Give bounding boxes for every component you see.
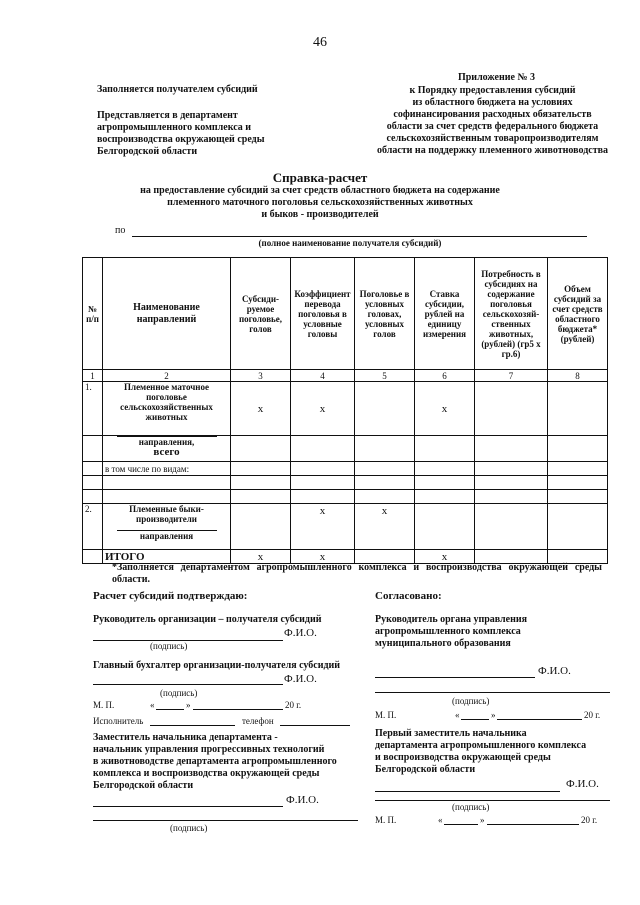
- recipient-caption: (полное наименование получателя субсидий): [258, 238, 442, 248]
- table-cell: [291, 476, 355, 490]
- column-number: 6: [415, 370, 475, 382]
- table-cell: [548, 462, 608, 476]
- table-row: [83, 462, 608, 476]
- table-cell: [291, 490, 355, 504]
- table-cell: [355, 490, 415, 504]
- phone-line: [280, 725, 350, 726]
- header-cell: Объем субсидий за счет средств областного бюджета* (рублей): [548, 258, 608, 370]
- table-cell: [475, 490, 548, 504]
- confirm-title: Расчет субсидий подтверждаю:: [93, 590, 248, 602]
- table-cell: [548, 490, 608, 504]
- cell-x: х: [231, 382, 291, 436]
- table-cell: [475, 504, 548, 550]
- column-number: 1: [83, 370, 103, 382]
- row-direction-total: [103, 436, 231, 462]
- table-cell: [231, 476, 291, 490]
- fio-label: Ф.И.О.: [566, 778, 599, 790]
- date-year: 20 г.: [584, 710, 601, 720]
- date-month-line: [497, 719, 582, 720]
- header-cell: № п/п: [83, 258, 103, 370]
- doc-subtitle-line: племенного маточного поголовья сельскохозяйственных животных: [167, 197, 473, 208]
- column-number: 3: [231, 370, 291, 382]
- sign-line: [93, 820, 358, 821]
- table-cell: [231, 436, 291, 462]
- table-cell: [415, 436, 475, 462]
- submitted-line: агропромышленного комплекса и: [97, 122, 252, 133]
- column-number: 2: [103, 370, 231, 382]
- cell-x: х: [355, 504, 415, 550]
- direction-label: направления,: [138, 437, 195, 447]
- column-number-row: [83, 370, 608, 382]
- itogo-label: ИТОГО: [103, 550, 231, 564]
- deputy-line: Белгородской области: [93, 780, 194, 791]
- signature-caption: (подпись): [452, 802, 490, 812]
- column-number: 5: [355, 370, 415, 382]
- date-month-line: [487, 824, 579, 825]
- table-cell: [231, 462, 291, 476]
- appendix-line: области за счет средств федерального бюджета: [386, 121, 599, 132]
- row-name: Племенное маточное поголовье сельскохозяйственных животных: [103, 382, 231, 436]
- header-cell: Субсиди-руемое поголовье, голов: [231, 258, 291, 370]
- date-close: »: [186, 700, 191, 710]
- column-number: 7: [475, 370, 548, 382]
- row2-name: Племенные быки-производители: [129, 504, 204, 524]
- head-org-line: агропромышленного комплекса: [375, 626, 521, 637]
- table-cell: [475, 436, 548, 462]
- deputy-line: начальник управления прогрессивных технологий: [93, 744, 325, 755]
- date-month-line: [193, 709, 283, 710]
- recipient-line: [132, 236, 587, 237]
- head-org-line: муниципального образования: [375, 638, 511, 649]
- header-cell: Потребность в субсидиях на содержание поголовья сельскохозяй-ственных животных, (рублей) (гр5 х гр.6): [475, 258, 548, 370]
- date-year: 20 г.: [285, 700, 302, 710]
- date-open: «: [150, 700, 155, 710]
- table-cell: [548, 382, 608, 436]
- date-day-line: [444, 824, 478, 825]
- first-deputy-line: Первый заместитель начальника: [375, 728, 527, 739]
- table-cell: [415, 476, 475, 490]
- header-cell: Наименование направлений: [103, 258, 231, 370]
- table-cell: [83, 462, 103, 476]
- table-cell: [415, 462, 475, 476]
- appendix-line: области на поддержку племенного животноводства: [376, 145, 609, 156]
- table-cell: [231, 490, 291, 504]
- table-cell: [83, 490, 103, 504]
- table-cell: [415, 490, 475, 504]
- first-deputy-line: Белгородской области: [375, 764, 476, 775]
- doc-subtitle-line: на предоставление субсидий за счет средств областного бюджета на содержание: [140, 185, 500, 196]
- table-row: [83, 504, 608, 550]
- first-deputy-line: департамента агропромышленного комплекса: [375, 740, 587, 751]
- submitted-line: воспроизводства окружающей среды: [97, 134, 265, 145]
- signature-caption: (подпись): [150, 641, 188, 651]
- date-year: 20 г.: [581, 815, 598, 825]
- deputy-line: комплекса и воспроизводства окружающей среды: [93, 768, 320, 779]
- table-row: [83, 490, 608, 504]
- sign-line: [375, 677, 535, 678]
- header-cell: Ставка субсидии, рублей на единицу измерения: [415, 258, 475, 370]
- fio-label: Ф.И.О.: [286, 794, 319, 806]
- table-row: [83, 436, 608, 462]
- table-cell: [83, 550, 103, 564]
- sign-line: [375, 692, 610, 693]
- deputy-line: в животноводстве департамента агропромышленного: [93, 756, 337, 767]
- table-cell: [291, 462, 355, 476]
- appendix-line: из областного бюджета на условиях: [412, 97, 573, 108]
- table-cell: [83, 436, 103, 462]
- sign-line: [375, 800, 610, 801]
- table-cell: [355, 462, 415, 476]
- table-cell: [231, 504, 291, 550]
- table-cell: [355, 382, 415, 436]
- table-cell: [475, 382, 548, 436]
- direction-label: направления: [139, 531, 194, 541]
- table-cell: [548, 436, 608, 462]
- column-number: 8: [548, 370, 608, 382]
- first-deputy-line: и воспроизводства окружающей среды: [375, 752, 551, 763]
- executor-line: [150, 725, 235, 726]
- mp-label: М. П.: [375, 710, 397, 720]
- appendix-line: софинансирования расходных обязательств: [393, 109, 592, 120]
- cell-x: х: [415, 550, 475, 564]
- cell-x: х: [291, 550, 355, 564]
- column-number: 4: [291, 370, 355, 382]
- table-cell: [103, 476, 231, 490]
- sign-line: [93, 806, 283, 807]
- fio-label: Ф.И.О.: [284, 627, 317, 639]
- doc-title: Справка-расчет: [272, 170, 368, 185]
- table-row: [83, 476, 608, 490]
- table-cell: [355, 476, 415, 490]
- agreed-title: Согласовано:: [375, 590, 442, 602]
- doc-subtitle: [90, 185, 550, 221]
- signature-caption: (подпись): [170, 823, 208, 833]
- head-org-line: Руководитель органа управления: [375, 614, 528, 625]
- mp-label: М. П.: [375, 815, 397, 825]
- date-close: »: [491, 710, 496, 720]
- po-label: по: [115, 225, 126, 236]
- phone-label: телефон: [242, 716, 274, 726]
- first-deputy-block: [375, 728, 613, 776]
- filled-by-note: Заполняется получателем субсидий: [97, 84, 258, 95]
- executor-label: Исполнитель: [93, 716, 144, 726]
- page-number: 46: [313, 35, 327, 50]
- table-cell: [475, 476, 548, 490]
- row-number: 2.: [83, 504, 103, 550]
- signature-caption: (подпись): [160, 688, 198, 698]
- fio-label: Ф.И.О.: [538, 665, 571, 677]
- cell-x: х: [291, 382, 355, 436]
- fio-label: Ф.И.О.: [284, 673, 317, 685]
- including-label: в том числе по видам:: [103, 462, 231, 476]
- footnote: *Заполняется департаментом агропромышленного комплекса и воспроизводства окружающей среды области.: [112, 562, 602, 585]
- table-cell: [415, 504, 475, 550]
- table-cell: [475, 462, 548, 476]
- date-day-line: [461, 719, 489, 720]
- submitted-to-block: [97, 110, 327, 158]
- header-cell: Коэффициент перевода поголовья в условные головы: [291, 258, 355, 370]
- table-cell: [83, 476, 103, 490]
- head-org-block: [375, 614, 615, 650]
- header-cell: Поголовье в условных головах, условных голов: [355, 258, 415, 370]
- table-cell: [355, 436, 415, 462]
- submitted-line: Белгородской области: [97, 146, 198, 157]
- submitted-line: Представляется в департамент: [97, 110, 238, 121]
- table-cell: [548, 476, 608, 490]
- date-close: »: [480, 815, 485, 825]
- table-header-row: [83, 258, 608, 370]
- appendix-block: [355, 85, 630, 157]
- appendix-line: к Порядку предоставления субсидий: [409, 85, 576, 96]
- row-name: [103, 504, 231, 550]
- total-label: всего: [153, 446, 180, 458]
- subsidy-table: [82, 257, 608, 564]
- appendix-title: Приложение № 3: [457, 72, 535, 83]
- sign-line: [93, 640, 283, 641]
- date-open: «: [438, 815, 443, 825]
- date-open: «: [455, 710, 460, 720]
- date-day-line: [156, 709, 184, 710]
- row-number: 1.: [83, 382, 103, 436]
- table-row: [83, 382, 608, 436]
- doc-subtitle-line: и быков - производителей: [261, 209, 379, 220]
- sign-line: [93, 684, 283, 685]
- table-cell: [103, 490, 231, 504]
- sign-line: [375, 791, 560, 792]
- deputy-block: [93, 732, 358, 792]
- signature-caption: (подпись): [452, 696, 490, 706]
- appendix-line: сельскохозяйственным товаропроизводителям: [386, 133, 599, 144]
- cell-x: х: [231, 550, 291, 564]
- table-cell: [291, 436, 355, 462]
- table-cell: [548, 504, 608, 550]
- head-label: Руководитель организации – получателя субсидий: [93, 614, 322, 625]
- mp-label: М. П.: [93, 700, 115, 710]
- deputy-line: Заместитель начальника департамента -: [93, 732, 278, 743]
- cell-x: х: [291, 504, 355, 550]
- cell-x: х: [415, 382, 475, 436]
- accountant-label: Главный бухгалтер организации-получателя субсидий: [93, 660, 341, 671]
